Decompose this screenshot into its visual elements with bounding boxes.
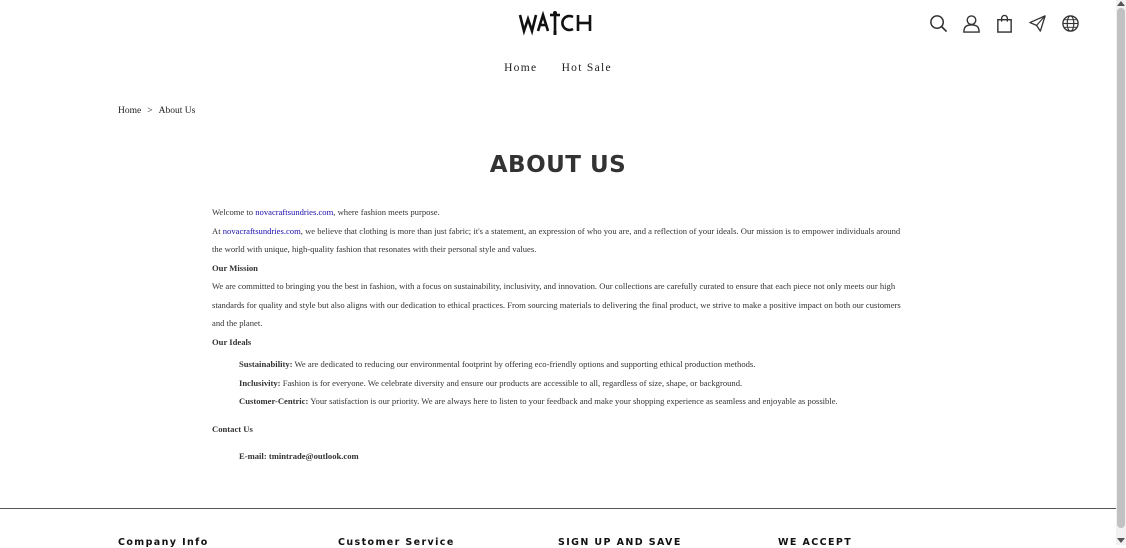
footer-heading-customer-service[interactable]: Customer Service xyxy=(338,537,455,548)
brand-logo[interactable] xyxy=(518,10,596,36)
list-item xyxy=(239,374,902,393)
breadcrumb xyxy=(118,106,195,116)
site-link[interactable]: novacraftsundries.com xyxy=(255,207,334,217)
footer-heading-company-info[interactable]: Company Info xyxy=(118,537,209,548)
footer xyxy=(0,508,1116,548)
about-content xyxy=(212,203,902,466)
intro-paragraph xyxy=(212,222,902,259)
mission-heading: Our Mission xyxy=(212,262,258,273)
ideal-label: Sustainability: xyxy=(239,359,293,369)
ideal-text: Fashion is for everyone. We celebrate diversity and ensure our products are accessible to all, regardless of size, shape, or background. xyxy=(280,377,743,388)
scroll-down-arrow[interactable] xyxy=(1117,538,1125,543)
main-nav xyxy=(0,62,1116,74)
contact-email: E-mail: tmintrade@outlook.com xyxy=(239,451,359,461)
breadcrumb-current: About Us xyxy=(158,106,196,116)
ideal-label: Customer-Centric: xyxy=(239,396,309,406)
nav-item-hot-sale[interactable]: Hot Sale xyxy=(561,62,612,74)
list-item xyxy=(239,355,902,374)
ideals-list xyxy=(212,355,902,411)
intro-site-link[interactable]: novacraftsundries.com xyxy=(222,225,301,236)
footer-heading-sign-up[interactable]: SIGN UP AND SAVE xyxy=(558,537,682,548)
ideal-text: Your satisfaction is our priority. We are always here to listen to your feedback and make your shopping experience as seamless and enjoyable as possible. xyxy=(308,396,838,406)
ideal-text: We are dedicated to reducing our environmental footprint by offering eco-friendly options and supporting ethical production methods. xyxy=(292,359,756,369)
globe-icon[interactable] xyxy=(1061,14,1080,33)
welcome-post: , where fashion meets purpose. xyxy=(333,207,440,217)
list-item xyxy=(239,392,902,411)
welcome-pre: Welcome to xyxy=(212,207,254,217)
nav-item-home[interactable]: Home xyxy=(504,62,538,74)
welcome-paragraph xyxy=(212,203,902,222)
scrollbar-thumb[interactable] xyxy=(1117,8,1125,528)
search-icon[interactable] xyxy=(929,14,948,33)
breadcrumb-separator: > xyxy=(147,106,153,116)
page-scrollbar[interactable] xyxy=(1116,0,1126,545)
page-title: ABOUT US xyxy=(489,152,627,178)
ideals-heading: Our Ideals xyxy=(212,336,252,347)
intro-pre: At xyxy=(212,225,221,236)
intro-post: , we believe that clothing is more than just fabric; it's a statement, an expression of who you are, and a reflection of your ideals. Our mission is to empower individuals around the world with unique, high-quality fashion that resonates with their personal style and values. xyxy=(212,225,901,254)
user-icon[interactable] xyxy=(962,14,981,33)
footer-heading-we-accept[interactable]: WE ACCEPT xyxy=(778,537,853,548)
contact-heading: Contact Us xyxy=(212,423,253,434)
wishlist-icon[interactable] xyxy=(1028,14,1047,33)
scroll-up-arrow[interactable] xyxy=(1117,1,1125,6)
mission-text: We are committed to bringing you the best in fashion, with a focus on sustainability, inclusivity, and innovation. Our collections are carefully curated to ensure that each piece not only meets our high standards for quality and style but also aligns with our dedication to ethical practices. From sourcing materials to delivering the final product, we strive to make a positive impact on both our customers and the planet. xyxy=(212,281,901,328)
ideal-label: Inclusivity: xyxy=(239,377,281,388)
header-icons xyxy=(929,14,1080,33)
bag-icon[interactable] xyxy=(995,14,1014,33)
breadcrumb-home-link[interactable]: Home xyxy=(118,106,142,116)
